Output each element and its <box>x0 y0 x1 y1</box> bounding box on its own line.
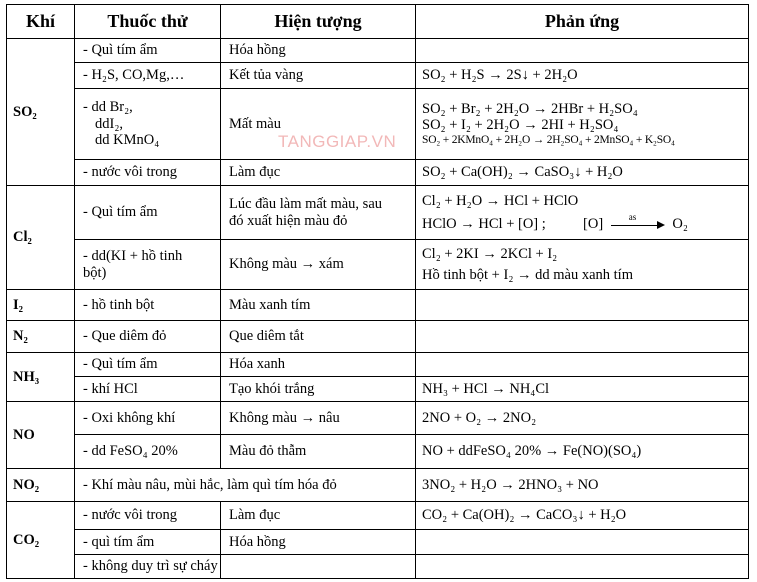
table-row <box>7 435 749 469</box>
phenomenon-cell: Không màu → xám <box>221 240 416 290</box>
header-row <box>7 5 749 39</box>
gas-name-so2: SO₂ <box>7 39 75 186</box>
reagent-cell: - nước vôi trong <box>75 160 221 186</box>
reagent-line: bột) <box>83 264 107 281</box>
phenomenon-line: đó xuất hiện màu đỏ <box>229 212 348 229</box>
reagent-cell: - Quì tím ẩm <box>75 353 221 377</box>
table-row <box>7 555 749 579</box>
reaction-cell: 3NO₂ + H₂O → 2HNO₃ + NO <box>416 469 749 502</box>
table-row <box>7 290 749 321</box>
reaction-cell <box>416 353 749 377</box>
reagent-cell: - Oxi không khí <box>75 402 221 435</box>
reaction-line: Cl₂ + 2KI → 2KCl + I₂ <box>422 245 558 262</box>
reagent-cell: - Quì tím ẩm <box>75 39 221 63</box>
reaction-cell <box>416 290 749 321</box>
reagent-cell: - nước vôi trong <box>75 502 221 530</box>
table-row <box>7 469 749 502</box>
phenomenon-cell: Hóa xanh <box>221 353 416 377</box>
phenomenon-cell: Kết tủa vàng <box>221 63 416 89</box>
table-row <box>7 377 749 402</box>
reaction-cell <box>416 530 749 555</box>
gas-name-no: NO <box>7 402 75 469</box>
reagent-cell: - khí HCl <box>75 377 221 402</box>
reaction-cell <box>416 39 749 63</box>
reaction-cell: SO₂ + H₂S → 2S↓ + 2H₂O <box>416 63 749 89</box>
header-phenomenon: Hiện tượng <box>221 5 416 39</box>
reagent-line: ddI₂, <box>95 115 124 132</box>
reagent-cell: - quì tím ẩm <box>75 530 221 555</box>
reaction-part: HClO → HCl + [O] ; <box>422 215 546 232</box>
reaction-cell <box>416 89 749 160</box>
reaction-cell <box>416 321 749 353</box>
watermark: TANGGIAP.VN <box>278 132 397 151</box>
table-row <box>7 63 749 89</box>
reaction-cell: SO₂ + Ca(OH)₂ → CaSO₃↓ + H₂O <box>416 160 749 186</box>
header-gas: Khí <box>7 5 75 39</box>
phenomenon-cell: Que diêm tắt <box>221 321 416 353</box>
phenomenon-cell <box>221 555 416 579</box>
phenomenon-cell: Màu xanh tím <box>221 290 416 321</box>
table-row <box>7 502 749 530</box>
reaction-cell <box>416 186 749 240</box>
table-row <box>7 186 749 240</box>
reaction-cell: 2NO + O₂ → 2NO₂ <box>416 402 749 435</box>
gas-name-nh3: NH₃ <box>7 353 75 402</box>
reagent-cell: - Khí màu nâu, mùi hắc, làm quì tím hóa đỏ <box>75 469 416 502</box>
reagent-cell: - H₂S, CO,Mg,… <box>75 63 221 89</box>
reagent-line: dd KMnO₄ <box>95 132 160 149</box>
gas-identification-table <box>6 4 749 579</box>
light-arrow-icon <box>611 212 665 230</box>
reaction-cell <box>416 555 749 579</box>
gas-name-i2: I₂ <box>7 290 75 321</box>
gas-name-no2: NO₂ <box>7 469 75 502</box>
phenomenon-cell: Tạo khói trắng <box>221 377 416 402</box>
reaction-line: Hồ tinh bột + I₂ → dd màu xanh tím <box>422 266 633 283</box>
phenomenon-cell: Mất màu <box>221 89 416 160</box>
reaction-part: O₂ <box>672 215 688 232</box>
reagent-cell: - dd FeSO₄ 20% <box>75 435 221 469</box>
reaction-cell: CO₂ + Ca(OH)₂ → CaCO₃↓ + H₂O <box>416 502 749 530</box>
header-reagent: Thuốc thử <box>75 5 221 39</box>
phenomenon-cell: Làm đục <box>221 160 416 186</box>
header-reaction: Phản ứng <box>416 5 749 39</box>
reagent-line: - dd(KI + hồ tinh <box>83 247 183 264</box>
reaction-part: [O] <box>583 215 604 232</box>
reagent-cell: - Que diêm đỏ <box>75 321 221 353</box>
phenomenon-line: Lúc đầu làm mất màu, sau <box>229 195 383 212</box>
gas-name-n2: N₂ <box>7 321 75 353</box>
reagent-line: - dd Br₂, <box>83 98 133 115</box>
reaction-line: SO₂ + I₂ + 2H₂O → 2HI + H₂SO₄ <box>422 117 619 134</box>
table-row <box>7 39 749 63</box>
phenomenon-cell: Không màu → nâu <box>221 402 416 435</box>
arrow-label: as <box>628 212 637 223</box>
reaction-line: SO₂ + 2KMnO₄ + 2H₂O → 2H₂SO₄ + 2MnSO₄ + K₂SO₄ <box>422 134 675 147</box>
reaction-cell: NO + ddFeSO₄ 20% → Fe(NO)(SO₄) <box>416 435 749 469</box>
table-row <box>7 321 749 353</box>
phenomenon-cell <box>221 186 416 240</box>
reaction-cell: NH₃ + HCl → NH₄Cl <box>416 377 749 402</box>
gas-name-co2: CO₂ <box>7 502 75 579</box>
reagent-cell <box>75 89 221 160</box>
table-row <box>7 160 749 186</box>
phenomenon-cell: Làm đục <box>221 502 416 530</box>
table-row <box>7 402 749 435</box>
table-row <box>7 240 749 290</box>
phenomenon-cell: Màu đỏ thẫm <box>221 435 416 469</box>
reagent-cell: - Quì tím ẩm <box>75 186 221 240</box>
phenomenon-cell: Hóa hồng <box>221 530 416 555</box>
phenomenon-cell: Hóa hồng <box>221 39 416 63</box>
reaction-line: Cl₂ + H₂O → HCl + HClO <box>422 192 579 209</box>
gas-name-cl2: Cl₂ <box>7 186 75 290</box>
reagent-cell: - hồ tinh bột <box>75 290 221 321</box>
table-row <box>7 89 749 160</box>
table-row <box>7 530 749 555</box>
table-row <box>7 353 749 377</box>
reaction-line: SO₂ + Br₂ + 2H₂O → 2HBr + H₂SO₄ <box>422 100 638 117</box>
reaction-cell <box>416 240 749 290</box>
reagent-cell: - không duy trì sự cháy <box>75 555 221 579</box>
reagent-cell <box>75 240 221 290</box>
reaction-line <box>422 212 748 233</box>
